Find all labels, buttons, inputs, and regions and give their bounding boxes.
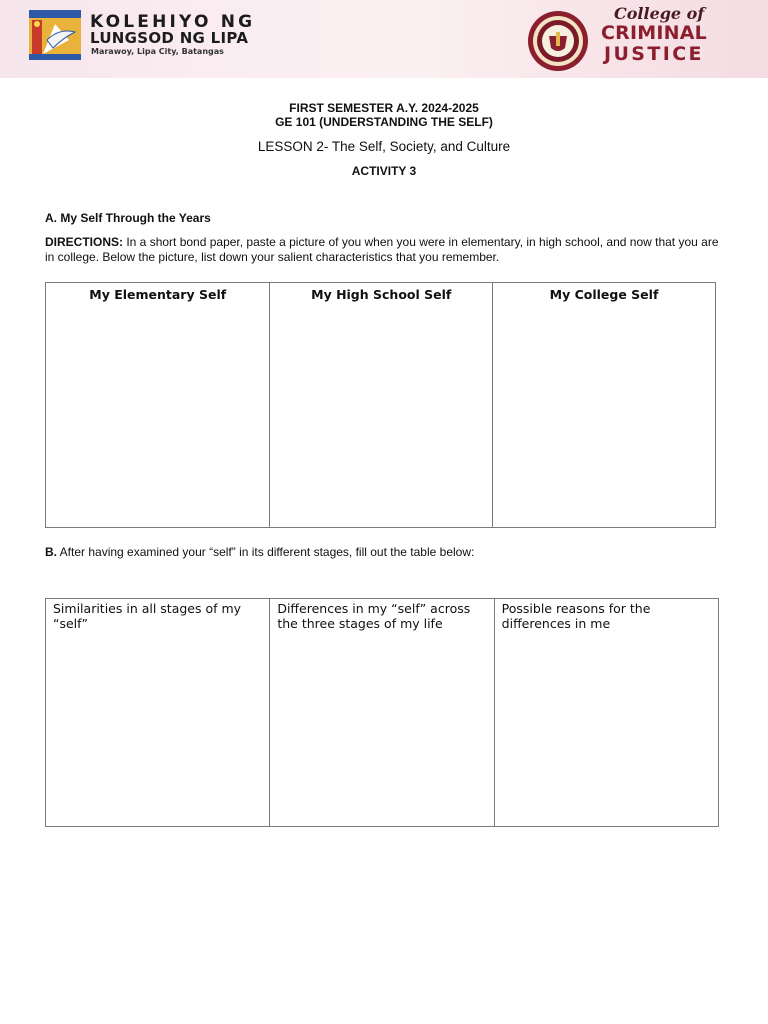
differences-cell[interactable]: Differences in my “self” across the three stages of my life bbox=[270, 599, 494, 827]
school-name-line1: KOLEHIYO NG bbox=[90, 12, 256, 32]
self-comparison-table bbox=[45, 598, 719, 827]
course-heading: GE 101 (UNDERSTANDING THE SELF) bbox=[275, 115, 493, 129]
college-name-line1: College of bbox=[614, 4, 705, 23]
college-self-cell[interactable]: My College Self bbox=[493, 283, 716, 528]
section-b-text: After having examined your “self” in its different stages, fill out the table below: bbox=[59, 545, 475, 559]
school-name-line2: LUNGSOD NG LIPA bbox=[90, 29, 249, 47]
reasons-cell[interactable]: Possible reasons for the differences in me bbox=[494, 599, 718, 827]
section-b-label: B. bbox=[45, 545, 57, 559]
semester-heading: FIRST SEMESTER A.Y. 2024-2025 bbox=[289, 101, 479, 115]
college-name-line2: CRIMINAL bbox=[601, 22, 707, 44]
high-school-self-cell[interactable]: My High School Self bbox=[270, 283, 493, 528]
similarities-cell[interactable]: Similarities in all stages of my “self” bbox=[46, 599, 270, 827]
header-band bbox=[0, 0, 768, 78]
lesson-title: LESSON 2- The Self, Society, and Culture bbox=[257, 139, 511, 154]
directions-label: DIRECTIONS: bbox=[45, 235, 123, 249]
section-a-title: A. My Self Through the Years bbox=[45, 211, 211, 225]
school-address: Marawoy, Lipa City, Batangas bbox=[91, 47, 224, 56]
college-name-line3: JUSTICE bbox=[604, 43, 704, 65]
self-through-years-table bbox=[45, 282, 716, 528]
college-seal-icon bbox=[527, 10, 589, 72]
directions-text: In a short bond paper, paste a picture of you when you were in elementary, in high school, and now that you are in college. Below the picture, list down your salient characteristics that you remember. bbox=[45, 235, 719, 264]
activity-title: ACTIVITY 3 bbox=[351, 164, 417, 178]
elementary-self-cell[interactable]: My Elementary Self bbox=[46, 283, 270, 528]
section-b-instructions bbox=[45, 545, 474, 559]
directions-paragraph bbox=[45, 235, 725, 265]
school-logo-icon bbox=[29, 10, 81, 60]
